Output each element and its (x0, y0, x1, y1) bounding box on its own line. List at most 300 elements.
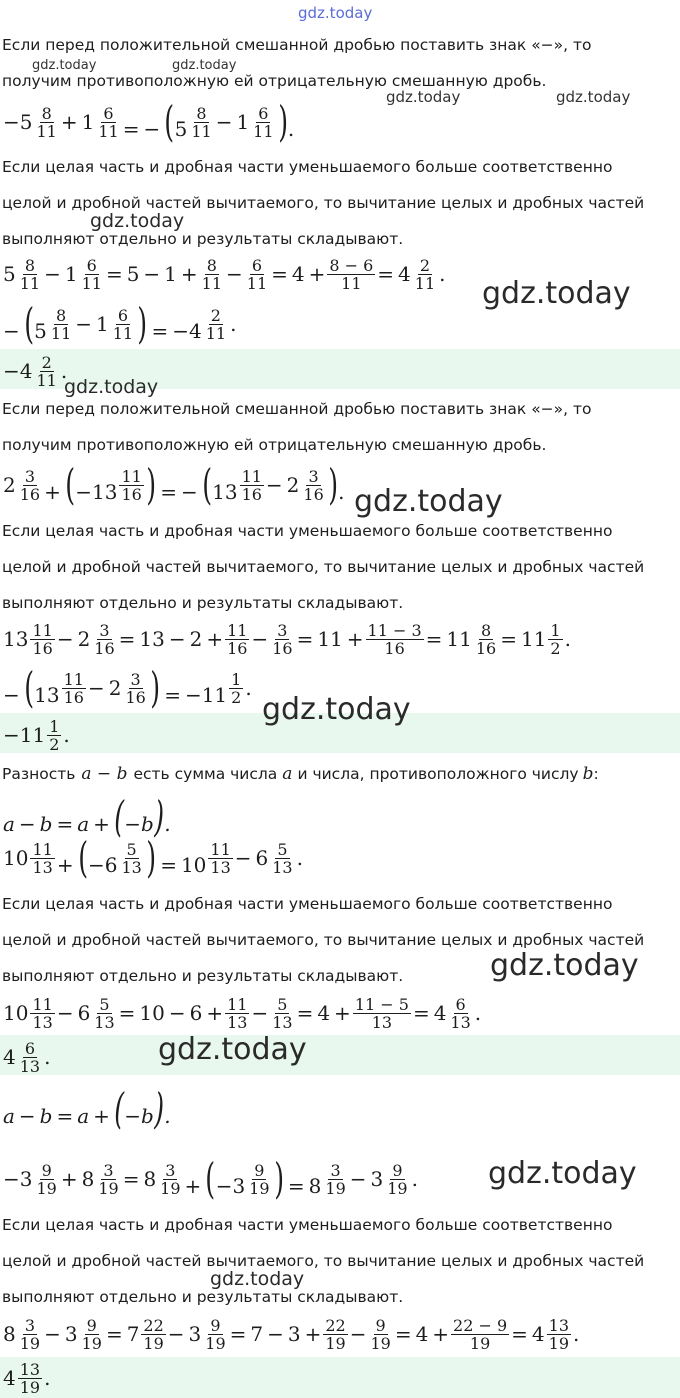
denominator: 11 (205, 323, 227, 343)
watermark: gdz.today (262, 692, 411, 727)
math-text: − 1 (215, 110, 250, 134)
numerator: 9 (392, 1160, 403, 1180)
right-paren: ) (273, 1154, 284, 1203)
watermark: gdz.today (172, 58, 237, 73)
math-text: − 3 (349, 1167, 384, 1191)
left-paren: ( (164, 97, 175, 146)
fraction (240, 468, 264, 503)
math-text: ). (328, 460, 345, 509)
math-text: −4 (3, 359, 33, 383)
math-text: + (−3 (184, 1154, 246, 1203)
denominator: 19 (469, 1333, 491, 1353)
denominator: 16 (227, 638, 248, 658)
denominator: 13 (272, 857, 293, 877)
math-text: − 6 (234, 846, 269, 870)
fraction (245, 257, 269, 292)
formula (2, 462, 346, 508)
math-text: 10 (3, 846, 29, 870)
numerator: 11 (227, 620, 248, 640)
numerator: 3 (24, 466, 35, 486)
numerator: 1 (49, 716, 60, 736)
math-text: ) = −4 (137, 299, 202, 348)
denominator: 11 (246, 273, 268, 293)
numerator: 11 (227, 994, 248, 1014)
fraction (413, 257, 437, 292)
fraction (30, 996, 54, 1031)
numerator: 5 (126, 839, 137, 859)
numerator: 9 (254, 1160, 265, 1180)
fraction (34, 105, 58, 140)
denominator: 13 (32, 857, 53, 877)
denominator: 11 (253, 121, 274, 141)
fraction (270, 841, 294, 876)
math-text: . (44, 1045, 51, 1069)
right-paren: ) (146, 833, 156, 882)
rule-text: Если целая часть и дробная части уменьшаемого больше соответственно (2, 522, 613, 540)
math-text: 4 (3, 1366, 16, 1390)
fraction (119, 841, 143, 876)
fraction (548, 622, 562, 657)
denominator: 13 (210, 857, 231, 877)
math-text: . (439, 262, 446, 286)
denominator: 19 (19, 1377, 41, 1397)
math-text: − 2 (87, 676, 122, 700)
denominator: 11 (112, 323, 134, 343)
math-text: = 4 + (271, 262, 326, 286)
math-expr: a − b (81, 764, 128, 784)
fraction (141, 1317, 165, 1352)
numerator: 8 (206, 255, 217, 275)
watermark: gdz.today (298, 4, 373, 22)
math-text: + 1 (60, 110, 95, 134)
numerator: 11 (63, 669, 84, 689)
denominator: 19 (98, 1178, 119, 1198)
denominator: 2 (231, 687, 242, 707)
rule-text: выполняют отдельно и результаты складывают. (2, 230, 404, 248)
numerator: 22 (325, 1315, 346, 1335)
formula (2, 252, 447, 296)
fraction (229, 671, 243, 706)
denominator: 16 (303, 484, 324, 504)
math-text: . (245, 676, 252, 700)
definition-text (2, 764, 599, 784)
fraction (208, 841, 232, 876)
watermark: gdz.today (490, 948, 639, 983)
math-var: a (282, 764, 293, 784)
denominator: 11 (414, 273, 436, 293)
rule-text: Если целая часть и дробная части уменьшаемого больше соответственно (2, 1216, 613, 1234)
math-text: ) = −11 (150, 663, 228, 712)
fraction (92, 996, 116, 1031)
denominator: 16 (241, 484, 262, 504)
formula (2, 299, 237, 348)
fraction (30, 841, 54, 876)
math-text: = 5 − 1 + (105, 262, 198, 286)
math-text: − (5 (3, 299, 47, 348)
numerator: 11 (32, 839, 53, 859)
denominator: 11 (191, 121, 212, 141)
numerator: 6 (86, 255, 97, 275)
formula (2, 617, 572, 661)
left-paren: ( (24, 299, 34, 348)
math-text: a − b = a + (−b). (3, 792, 171, 841)
denominator: 13 (19, 1056, 41, 1076)
fraction (18, 468, 42, 503)
math-text: 10 (3, 1001, 29, 1025)
watermark: gdz.today (90, 210, 185, 232)
math-text: − 1 (75, 312, 109, 336)
formula (2, 991, 482, 1035)
rule-text: Если перед положительной смешанной дробью поставить знак «−», то (2, 400, 592, 418)
numerator: 22 (143, 1315, 164, 1335)
denominator: 19 (19, 1333, 41, 1353)
rule-text: целой и дробной частей вычитаемого, то вычитание целых и дробных частей (2, 558, 645, 576)
math-text: = 11 (500, 627, 547, 651)
math-text: . (296, 846, 303, 870)
math-text: . (474, 1001, 482, 1025)
numerator: 1 (231, 669, 242, 689)
math-text: . (60, 359, 68, 383)
formula (2, 1312, 580, 1356)
fraction (448, 996, 472, 1031)
fraction (547, 1317, 571, 1352)
denominator: 19 (81, 1333, 102, 1353)
numerator: 8 (41, 103, 52, 123)
denominator: 13 (272, 1012, 293, 1032)
numerator: 5 (277, 839, 288, 859)
numerator: 3 (103, 1160, 114, 1180)
fraction (474, 622, 498, 657)
rule-text: Если перед положительной смешанной дробью поставить знак «−», то (2, 36, 592, 54)
fraction (225, 622, 249, 657)
fraction (96, 105, 120, 140)
math-text: − (226, 262, 243, 286)
numerator: 3 (165, 1160, 176, 1180)
math-text: = 4 (511, 1322, 545, 1346)
right-paren: ) (146, 460, 156, 509)
math-text: −11 (3, 723, 46, 747)
denominator: 11 (341, 273, 362, 293)
watermark: gdz.today (556, 88, 631, 106)
numerator: 3 (99, 620, 110, 640)
fraction (62, 671, 86, 706)
numerator: 3 (24, 1315, 35, 1335)
fraction (80, 257, 104, 292)
fraction (123, 671, 147, 706)
fraction (200, 257, 224, 292)
math-text: a − b = a + (−b). (3, 1084, 171, 1133)
math-text: − 3 (167, 1322, 202, 1346)
math-text: . (411, 1167, 418, 1191)
numerator: 2 (41, 352, 52, 372)
denominator: 19 (205, 1333, 226, 1353)
fraction (251, 105, 275, 140)
formula (2, 1156, 419, 1202)
math-text: . (564, 627, 571, 651)
denominator: 11 (98, 121, 119, 141)
math-text: − 2 (56, 627, 91, 651)
numerator: 8 (196, 103, 207, 123)
formula (2, 833, 304, 882)
fraction (18, 1040, 42, 1075)
denominator: 2 (550, 638, 561, 658)
numerator: 3 (277, 620, 288, 640)
denominator: 19 (325, 1333, 346, 1353)
math-text: − 6 (56, 1001, 91, 1025)
math-text: . (230, 312, 237, 336)
math-text: . (44, 1366, 51, 1390)
watermark: gdz.today (64, 376, 159, 398)
denominator: 16 (272, 638, 293, 658)
numerator: 13 (548, 1315, 570, 1335)
denominator: 16 (94, 638, 115, 658)
right-paren: ) (277, 97, 288, 146)
fraction (301, 468, 325, 503)
math-text: 4 (3, 1045, 16, 1069)
math-text: + (−6 (56, 833, 118, 882)
fraction (80, 1317, 104, 1352)
left-paren: ( (24, 663, 34, 712)
denominator: 19 (387, 1178, 408, 1198)
definition-text-part: : (593, 765, 599, 783)
math-text: = 11 + (296, 627, 364, 651)
numerator: 9 (41, 1160, 52, 1180)
denominator: 13 (32, 1012, 53, 1032)
denominator: 16 (475, 638, 497, 658)
rule-text: получим противоположную ей отрицательную смешанную дробь. (2, 72, 547, 90)
numerator: 11 − 5 (354, 994, 409, 1014)
math-text: . (63, 723, 70, 747)
math-text: ). (277, 97, 295, 146)
fraction (204, 307, 228, 342)
right-paren: ) (154, 792, 164, 841)
fraction (49, 307, 73, 342)
answer-formula (2, 351, 68, 391)
math-text: − 1 (44, 262, 78, 286)
denominator: 11 (19, 273, 41, 293)
denominator: 2 (49, 734, 60, 754)
numerator: 8 (480, 620, 492, 640)
numerator: 11 (210, 839, 231, 859)
math-text: + (−13 (44, 460, 118, 509)
denominator: 11 (81, 273, 102, 293)
right-paren: ) (137, 299, 148, 348)
watermark: gdz.today (32, 58, 97, 73)
numerator: 11 − 3 (367, 620, 422, 640)
numerator: 6 (24, 1038, 35, 1058)
fraction (92, 622, 116, 657)
denominator: 16 (63, 687, 84, 707)
math-text: 13 (3, 627, 29, 651)
numerator: 6 (251, 255, 263, 275)
rule-text: Если целая часть и дробная части уменьшаемого больше соответственно (2, 158, 613, 176)
answer-band (0, 1035, 680, 1075)
math-text: 2 (3, 473, 16, 497)
numerator: 5 (99, 994, 110, 1014)
numerator: 22 − 9 (453, 1315, 508, 1335)
formula (2, 792, 172, 841)
math-text: − (251, 1001, 269, 1025)
answer-formula (2, 1358, 51, 1398)
fraction (323, 1162, 347, 1197)
numerator: 11 (241, 466, 262, 486)
numerator: 13 (19, 1359, 41, 1379)
fraction (158, 1162, 182, 1197)
math-text: −3 (3, 1167, 33, 1191)
numerator: 8 − 6 (329, 255, 374, 275)
fraction (18, 257, 42, 292)
numerator: 5 (277, 994, 288, 1014)
denominator: 19 (370, 1333, 391, 1353)
left-paren: ( (114, 792, 125, 841)
numerator: 6 (117, 305, 128, 325)
numerator: 9 (86, 1315, 97, 1335)
numerator: 6 (103, 103, 114, 123)
denominator: 13 (94, 1012, 115, 1032)
watermark: gdz.today (158, 1032, 307, 1067)
numerator: 6 (258, 103, 269, 123)
denominator: 13 (227, 1012, 248, 1032)
rule-text: получим противоположную ей отрицательную смешанную дробь. (2, 436, 547, 454)
watermark: gdz.today (386, 88, 461, 106)
fraction (323, 1317, 347, 1352)
denominator: 11 (201, 273, 222, 293)
fraction (47, 718, 61, 753)
math-text: ) = − (13 (146, 460, 238, 509)
fraction (30, 622, 54, 657)
denominator: 19 (160, 1178, 181, 1198)
math-text: . (573, 1322, 580, 1346)
denominator: 13 (450, 1012, 471, 1032)
math-text: ) = 10 (146, 833, 207, 882)
denominator: 11 (50, 323, 72, 343)
fraction (247, 1162, 271, 1197)
denominator: 19 (325, 1178, 346, 1198)
fraction (368, 1317, 392, 1352)
formula (2, 663, 253, 712)
fraction (385, 1162, 409, 1197)
denominator: 16 (384, 638, 405, 658)
answer-formula (2, 1037, 51, 1077)
definition-text-part: Разность (2, 765, 76, 783)
numerator: 3 (130, 669, 141, 689)
numerator: 11 (32, 620, 53, 640)
denominator: 11 (36, 370, 57, 390)
definition-text-part: и числа, противоположного числу (297, 765, 579, 783)
denominator: 19 (548, 1333, 570, 1353)
rule-text: выполняют отдельно и результаты складывают. (2, 1288, 404, 1306)
math-text: − (251, 627, 269, 651)
fraction (18, 1317, 42, 1352)
numerator: 8 (24, 255, 35, 275)
math-text: = 7 (105, 1322, 140, 1346)
fraction (451, 1317, 509, 1352)
left-paren: ( (77, 833, 88, 882)
fraction (366, 622, 424, 657)
fraction (111, 307, 135, 342)
denominator: 16 (125, 687, 146, 707)
math-text: − (13 (3, 663, 60, 712)
denominator: 11 (36, 121, 57, 141)
numerator: 3 (330, 1160, 341, 1180)
numerator: 3 (308, 466, 319, 486)
fraction (18, 1361, 42, 1396)
rule-text: целой и дробной частей вычитаемого, то вычитание целых и дробных частей (2, 1252, 645, 1270)
denominator: 13 (121, 857, 142, 877)
left-paren: ( (205, 1154, 216, 1203)
math-text: − 2 (265, 473, 300, 497)
numerator: 6 (455, 994, 466, 1014)
fraction (119, 468, 143, 503)
answer-formula (2, 715, 71, 755)
fraction (189, 105, 213, 140)
math-text: − 3 (44, 1322, 78, 1346)
left-paren: ( (201, 460, 212, 509)
right-paren: ) (328, 460, 338, 509)
rule-text: целой и дробной частей вычитаемого, то вычитание целых и дробных частей (2, 931, 645, 949)
fraction (34, 1162, 58, 1197)
answer-band (0, 1357, 680, 1398)
formula (2, 97, 295, 146)
fraction (203, 1317, 227, 1352)
math-text: = 7 − 3 + (229, 1322, 322, 1346)
watermark: gdz.today (488, 1156, 637, 1191)
denominator: 13 (371, 1012, 393, 1032)
numerator: 9 (210, 1315, 221, 1335)
math-text: = 4 + (394, 1322, 450, 1346)
rule-text: выполняют отдельно и результаты складывают. (2, 967, 404, 985)
denominator: 19 (249, 1178, 270, 1198)
math-text: = − (5 (122, 97, 188, 146)
fraction (96, 1162, 120, 1197)
fraction (270, 996, 294, 1031)
math-text: + 8 (60, 1167, 95, 1191)
denominator: 16 (32, 638, 53, 658)
fraction (34, 354, 58, 389)
math-text: = 4 + (296, 1001, 351, 1025)
numerator: 2 (210, 305, 221, 325)
math-text: = 8 (122, 1167, 157, 1191)
fraction (353, 996, 411, 1031)
denominator: 16 (121, 484, 142, 504)
denominator: 19 (143, 1333, 164, 1353)
rule-text: целой и дробной частей вычитаемого, то вычитание целых и дробных частей (2, 194, 645, 212)
math-text: = 13 − 2 + (118, 627, 224, 651)
left-paren: ( (114, 1084, 125, 1133)
right-paren: ) (150, 663, 160, 712)
math-text: 5 (3, 262, 16, 286)
numerator: 2 (419, 255, 431, 275)
definition-text-part: есть сумма числа (133, 765, 278, 783)
numerator: 1 (550, 620, 561, 640)
left-paren: ( (65, 460, 75, 509)
math-text: ) = 8 (273, 1154, 322, 1203)
math-text: = 4 (412, 1001, 447, 1025)
watermark: gdz.today (210, 1268, 305, 1290)
math-text: = 4 (377, 262, 411, 286)
right-paren: ) (154, 1084, 164, 1133)
math-text: 8 (3, 1322, 16, 1346)
math-var: b (582, 764, 594, 784)
watermark: gdz.today (354, 484, 503, 519)
math-text: = 10 − 6 + (118, 1001, 224, 1025)
fraction (225, 996, 249, 1031)
math-text: −5 (3, 110, 33, 134)
denominator: 19 (36, 1178, 57, 1198)
rule-text: Если целая часть и дробная части уменьшаемого больше соответственно (2, 895, 613, 913)
numerator: 11 (121, 466, 142, 486)
numerator: 11 (32, 994, 53, 1014)
